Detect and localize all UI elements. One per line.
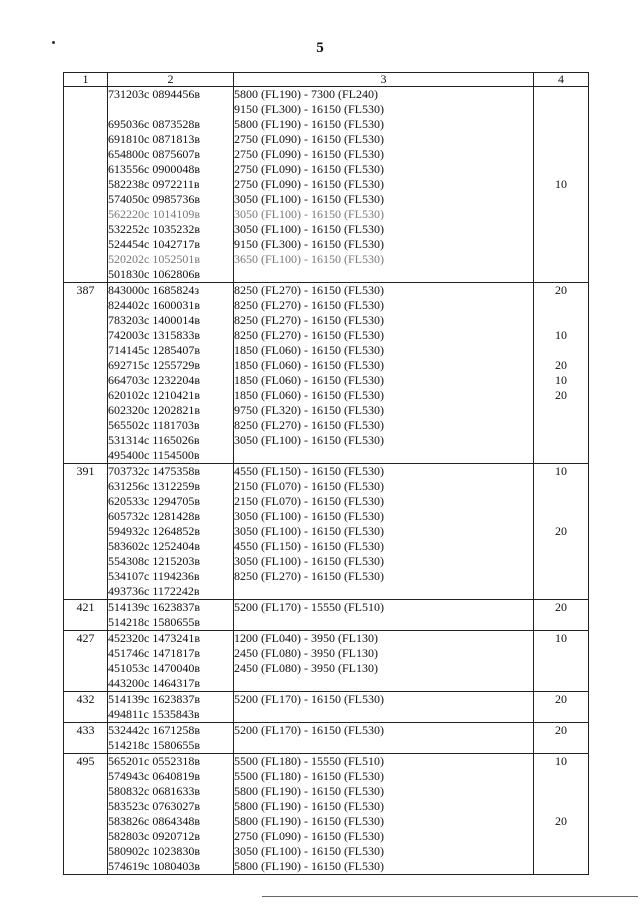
table-row (64, 464, 589, 600)
coordinates-cell-line: 582238с 0972211в (108, 177, 200, 191)
value-cell-line: 20 (555, 388, 567, 402)
altitude-cell-line: 9150 (FL300) - 16150 (FL530) (234, 237, 384, 251)
altitude-cell-line (234, 707, 533, 722)
coordinates-cell-line: 691810с 0871813в (108, 132, 200, 146)
value-cell-line (534, 829, 588, 844)
coordinates-cell-line: 714145с 1285407в (108, 343, 200, 357)
value-cell-line (534, 707, 588, 722)
altitude-cell (234, 600, 534, 631)
altitude-cell-line: 3050 (FL100) - 16150 (FL530) (234, 222, 384, 236)
altitude-cell-line: 2150 (FL070) - 16150 (FL530) (234, 494, 384, 508)
table-row (64, 723, 589, 754)
altitude-cell-line: 3050 (FL100) - 16150 (FL530) (234, 509, 384, 523)
coordinates-cell-line: 451746с 1471817в (108, 646, 200, 660)
row-id: 433 (64, 723, 108, 754)
value-cell-line: 20 (555, 283, 567, 297)
value-cell-line (534, 569, 588, 584)
altitude-cell-line: 2750 (FL090) - 16150 (FL530) (234, 162, 384, 176)
coordinates-cell-line: 514218с 1580655в (108, 738, 200, 752)
value-cell (534, 723, 589, 754)
altitude-cell-line (234, 448, 533, 463)
value-cell-line (534, 403, 588, 418)
coordinates-cell-line: 494811с 1535843в (108, 707, 200, 721)
value-cell-line: 10 (555, 177, 567, 191)
altitude-cell-line: 8250 (FL270) - 16150 (FL530) (234, 328, 384, 342)
coordinates-cell-line: 605732с 1281428в (108, 509, 200, 523)
table-row (64, 600, 589, 631)
value-cell-line (534, 192, 588, 207)
altitude-cell-line: 3050 (FL100) - 16150 (FL530) (234, 554, 384, 568)
value-cell-line (534, 433, 588, 448)
coordinates-cell-line: 731203с 0894456в (108, 87, 200, 101)
coordinates-cell (108, 87, 234, 283)
coordinates-cell-line: 565201с 0552318в (108, 754, 200, 768)
coordinates-cell-line: 580902с 1023830в (108, 844, 200, 858)
altitude-cell-line: 1200 (FL040) - 3950 (FL130) (234, 631, 378, 645)
coordinates-cell-line: 631256с 1312259в (108, 479, 200, 493)
page-number: 5 (316, 40, 324, 56)
altitude-cell-line: 8250 (FL270) - 16150 (FL530) (234, 313, 384, 327)
altitude-cell-line: 3650 (FL100) - 16150 (FL530) (234, 252, 384, 266)
altitude-cell-line: 5800 (FL190) - 16150 (FL530) (234, 814, 384, 828)
table-row (64, 754, 589, 875)
value-cell-line: 10 (555, 754, 567, 768)
altitude-cell-line: 2750 (FL090) - 16150 (FL530) (234, 147, 384, 161)
coordinates-cell (108, 631, 234, 692)
altitude-cell-line: 5800 (FL190) - 7300 (FL240) (234, 87, 378, 101)
column-header-4: 4 (534, 73, 589, 87)
altitude-cell-line: 8250 (FL270) - 16150 (FL530) (234, 418, 384, 432)
table-row (64, 283, 589, 464)
coordinates-cell-line: 574619с 1080403в (108, 859, 200, 873)
altitude-cell-line: 2450 (FL080) - 3950 (FL130) (234, 661, 378, 675)
altitude-cell-line: 3050 (FL100) - 16150 (FL530) (234, 524, 384, 538)
altitude-cell-line: 3050 (FL100) - 16150 (FL530) (234, 207, 384, 221)
value-cell-line (534, 661, 588, 676)
airspace-table (63, 72, 589, 875)
coordinates-cell-line: 580832с 0681633в (108, 784, 200, 798)
altitude-cell-line: 5800 (FL190) - 16150 (FL530) (234, 117, 384, 131)
coordinates-cell-line: 824402с 1600031в (108, 298, 200, 312)
value-cell-line: 20 (555, 723, 567, 737)
value-cell-line (534, 769, 588, 784)
altitude-cell-line: 1850 (FL060) - 16150 (FL530) (234, 358, 384, 372)
altitude-cell-line: 1850 (FL060) - 16150 (FL530) (234, 373, 384, 387)
coordinates-cell-line: 664703с 1232204в (108, 373, 200, 387)
coordinates-cell-line: 583602с 1252404в (108, 539, 200, 553)
value-cell-line (534, 494, 588, 509)
value-cell-line (534, 554, 588, 569)
altitude-cell (234, 464, 534, 600)
value-cell (534, 754, 589, 875)
altitude-cell-line: 2150 (FL070) - 16150 (FL530) (234, 479, 384, 493)
value-cell-line: 10 (555, 373, 567, 387)
coordinates-cell-line: 532442с 1671258в (108, 723, 200, 737)
coordinates-cell-line: 443200с 1464317в (108, 676, 200, 690)
value-cell (534, 600, 589, 631)
altitude-cell-line: 5500 (FL180) - 16150 (FL530) (234, 769, 384, 783)
altitude-cell-line: 8250 (FL270) - 16150 (FL530) (234, 298, 384, 312)
altitude-cell-line: 3050 (FL100) - 16150 (FL530) (234, 433, 384, 447)
value-cell-line (534, 132, 588, 147)
coordinates-cell-line: 520202с 1052501в (108, 252, 200, 266)
row-id: 427 (64, 631, 108, 692)
value-cell-line (534, 646, 588, 661)
altitude-cell-line: 5800 (FL190) - 16150 (FL530) (234, 859, 384, 873)
altitude-cell-line: 2450 (FL080) - 3950 (FL130) (234, 646, 378, 660)
value-cell-line (534, 343, 588, 358)
row-id: 495 (64, 754, 108, 875)
altitude-cell-line: 2750 (FL090) - 16150 (FL530) (234, 177, 384, 191)
altitude-cell-line (234, 584, 533, 599)
altitude-cell-line: 5200 (FL170) - 16150 (FL530) (234, 723, 384, 737)
altitude-cell (234, 692, 534, 723)
coordinates-cell (108, 600, 234, 631)
coordinates-cell-line: 531314с 1165026в (108, 433, 200, 447)
altitude-cell (234, 87, 534, 283)
coordinates-cell (108, 754, 234, 875)
altitude-cell (234, 631, 534, 692)
value-cell-line (534, 448, 588, 463)
row-id: 387 (64, 283, 108, 464)
altitude-cell-line: 5800 (FL190) - 16150 (FL530) (234, 784, 384, 798)
row-id: 432 (64, 692, 108, 723)
value-cell (534, 87, 589, 283)
altitude-cell-line: 5200 (FL170) - 15550 (FL510) (234, 600, 384, 614)
column-header-1: 1 (64, 73, 108, 87)
value-cell-line (534, 313, 588, 328)
table-header-row (64, 73, 589, 87)
coordinates-cell-line: 493736с 1172242в (108, 584, 200, 598)
coordinates-cell (108, 283, 234, 464)
value-cell-line (534, 267, 588, 282)
coordinates-cell-line: 532252с 1035232в (108, 222, 200, 236)
value-cell-line: 20 (555, 524, 567, 538)
altitude-cell-line: 9750 (FL320) - 16150 (FL530) (234, 403, 384, 417)
value-cell-line: 10 (555, 464, 567, 478)
value-cell-line: 20 (555, 600, 567, 614)
coordinates-cell-line: 583826с 0864348в (108, 814, 200, 828)
value-cell-line (534, 615, 588, 630)
value-cell-line (534, 162, 588, 177)
coordinates-cell-line: 695036с 0873528в (108, 117, 200, 131)
coordinates-cell-line: 613556с 0900048в (108, 162, 200, 176)
altitude-cell-line: 9150 (FL300) - 16150 (FL530) (234, 102, 384, 116)
coordinates-cell-line: 565502с 1181703в (108, 418, 200, 432)
coordinates-cell-line: 620533с 1294705в (108, 494, 200, 508)
coordinates-cell-line: 703732с 1475358в (108, 464, 200, 478)
coordinates-cell-line: 562220с 1014109в (108, 207, 200, 221)
altitude-cell-line: 1850 (FL060) - 16150 (FL530) (234, 343, 384, 357)
coordinates-cell-line: 583523с 0763027в (108, 799, 200, 813)
table-row (64, 631, 589, 692)
value-cell-line (534, 418, 588, 433)
value-cell-line (534, 584, 588, 599)
value-cell-line (534, 676, 588, 691)
column-header-3: 3 (234, 73, 534, 87)
value-cell-line: 10 (555, 631, 567, 645)
altitude-cell-line: 3050 (FL100) - 16150 (FL530) (234, 844, 384, 858)
coordinates-cell-line: 742003с 1315833в (108, 328, 200, 342)
value-cell-line: 10 (555, 328, 567, 342)
altitude-cell-line: 8250 (FL270) - 16150 (FL530) (234, 283, 384, 297)
altitude-cell-line: 5800 (FL190) - 16150 (FL530) (234, 799, 384, 813)
value-cell-line (534, 147, 588, 162)
value-cell-line (534, 222, 588, 237)
value-cell-line (534, 859, 588, 874)
row-id: 421 (64, 600, 108, 631)
value-cell-line (534, 252, 588, 267)
altitude-cell-line: 2750 (FL090) - 16150 (FL530) (234, 132, 384, 146)
coordinates-cell-line: 783203с 1400014в (108, 313, 200, 327)
altitude-cell-line (234, 738, 533, 753)
altitude-cell-line: 4550 (FL150) - 16150 (FL530) (234, 539, 384, 553)
value-cell-line (534, 479, 588, 494)
coordinates-cell (108, 464, 234, 600)
value-cell-line (534, 102, 588, 117)
altitude-cell (234, 754, 534, 875)
row-id: 391 (64, 464, 108, 600)
coordinates-cell-line: 524454с 1042717в (108, 237, 200, 251)
coordinates-cell-line: 452320с 1473241в (108, 631, 200, 645)
table-row (64, 692, 589, 723)
value-cell-line (534, 117, 588, 132)
value-cell-line (534, 207, 588, 222)
altitude-cell-line: 5500 (FL180) - 15550 (FL510) (234, 754, 384, 768)
coordinates-cell-line: 514139с 1623837в (108, 600, 200, 614)
coordinates-cell-line: 582803с 0920712в (108, 829, 200, 843)
coordinates-cell-line: 574943с 0640819в (108, 769, 200, 783)
coordinates-cell-line: 574050с 0985736в (108, 192, 200, 206)
altitude-cell-line: 8250 (FL270) - 16150 (FL530) (234, 569, 384, 583)
value-cell (534, 464, 589, 600)
coordinates-cell-line: 620102с 1210421в (108, 388, 200, 402)
coordinates-cell (108, 692, 234, 723)
altitude-cell-line (234, 267, 533, 282)
value-cell (534, 283, 589, 464)
value-cell-line (534, 237, 588, 252)
value-cell-line: 20 (555, 814, 567, 828)
altitude-cell-line (234, 676, 533, 691)
page-bottom-rule (262, 896, 638, 897)
coordinates-cell-line: 534107с 1194236в (108, 569, 200, 583)
altitude-cell-line: 5200 (FL170) - 16150 (FL530) (234, 692, 384, 706)
coordinates-cell-line: 514139с 1623837в (108, 692, 200, 706)
coordinates-cell-line: 594932с 1264852в (108, 524, 200, 538)
coordinates-cell-line: 843000с 1685824з (108, 283, 200, 297)
value-cell-line (534, 799, 588, 814)
column-header-2: 2 (108, 73, 234, 87)
altitude-cell (234, 283, 534, 464)
value-cell-line (534, 738, 588, 753)
coordinates-cell-line (108, 102, 233, 117)
value-cell (534, 631, 589, 692)
coordinates-cell (108, 723, 234, 754)
altitude-cell-line: 3050 (FL100) - 16150 (FL530) (234, 192, 384, 206)
coordinates-cell-line: 554308с 1215203в (108, 554, 200, 568)
altitude-cell-line: 4550 (FL150) - 16150 (FL530) (234, 464, 384, 478)
altitude-cell (234, 723, 534, 754)
value-cell-line (534, 844, 588, 859)
coordinates-cell-line: 451053с 1470040в (108, 661, 200, 675)
coordinates-cell-line: 501830с 1062806в (108, 267, 200, 281)
coordinates-cell-line: 602320с 1202821в (108, 403, 200, 417)
coordinates-cell-line: 495400с 1154500в (108, 448, 200, 462)
value-cell-line (534, 298, 588, 313)
row-id (64, 87, 108, 283)
altitude-cell-line: 2750 (FL090) - 16150 (FL530) (234, 829, 384, 843)
coordinates-cell-line: 654800с 0875607в (108, 147, 200, 161)
table-row (64, 87, 589, 283)
coordinates-cell-line: 692715с 1255729в (108, 358, 200, 372)
value-cell (534, 692, 589, 723)
altitude-cell-line: 1850 (FL060) - 16150 (FL530) (234, 388, 384, 402)
value-cell-line (534, 784, 588, 799)
coordinates-cell-line: 514218с 1580655в (108, 615, 200, 629)
value-cell-line: 20 (555, 358, 567, 372)
altitude-cell-line (234, 615, 533, 630)
value-cell-line (534, 539, 588, 554)
value-cell-line (534, 509, 588, 524)
value-cell-line: 20 (555, 692, 567, 706)
value-cell-line (534, 87, 588, 102)
